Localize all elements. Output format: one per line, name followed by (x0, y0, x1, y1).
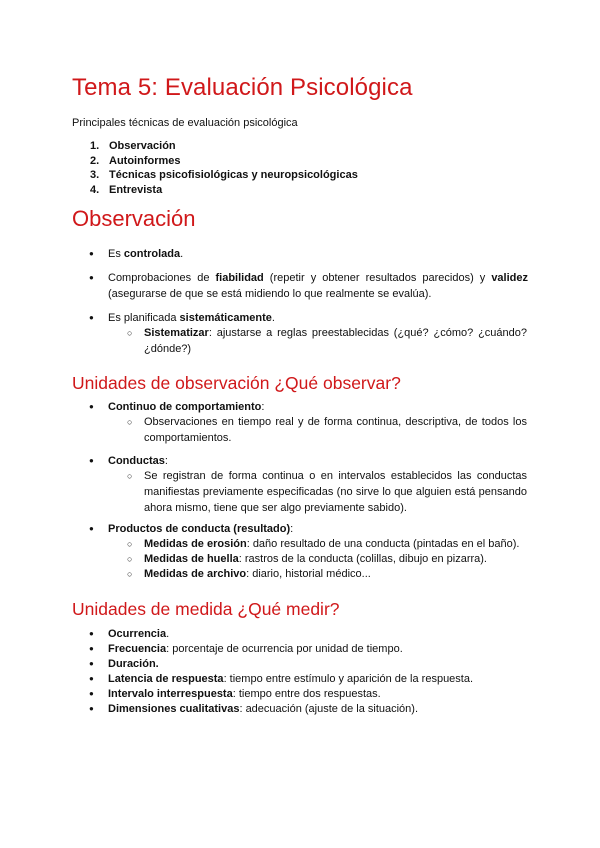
toc-item: 2. Autoinformes (90, 154, 181, 167)
list-item: Duración. (108, 658, 159, 670)
bullet-icon: ● (89, 524, 94, 533)
sub-list-item: Medidas de erosión: daño resultado de una conducta (pintadas en el baño). (144, 538, 520, 550)
toc-item: 1. Observación (90, 140, 176, 152)
bullet-icon: ● (89, 704, 94, 713)
toc-list (90, 139, 358, 197)
sub-list-item: Observaciones en tiempo real y de forma continua, descriptiva, de todos los comportamientos. (144, 416, 527, 444)
sub-bullet-icon: ○ (127, 554, 133, 564)
sub-bullet-icon: ○ (127, 417, 133, 427)
sub-list-item: Se registran de forma continua o en intervalos establecidos las conductas manifiestas previamente especificadas (no sirve lo que alguien está pensando ahora mismo, tiene que ser algo previamente sabido). (144, 470, 527, 514)
subtitle: Principales técnicas de evaluación psicológica (72, 117, 298, 129)
section-heading-observacion: Observación (72, 206, 196, 231)
sub-list-item: Sistematizar: ajustarse a reglas preestablecidas (¿qué? ¿cómo? ¿cuándo? ¿dónde?) (144, 327, 527, 355)
bullet-icon: ● (89, 402, 94, 411)
section-heading-unidades-observacion: Unidades de observación ¿Qué observar? (72, 373, 401, 393)
sub-bullet-icon: ○ (127, 539, 133, 549)
bullet-icon: ● (89, 644, 94, 653)
list-item: Ocurrencia. (108, 628, 170, 640)
sub-bullet-icon: ○ (127, 569, 133, 579)
sub-bullet-icon: ○ (127, 471, 133, 481)
page-title: Tema 5: Evaluación Psicológica (72, 74, 413, 101)
list-item: Productos de conducta (resultado): (108, 523, 294, 535)
bullet-icon: ● (89, 456, 94, 465)
bullet-icon: ● (89, 313, 94, 322)
sub-list-item: Medidas de huella: rastros de la conducta (colillas, dibujo en pizarra). (144, 553, 487, 565)
list-item: Frecuencia: porcentaje de ocurrencia por unidad de tiempo. (108, 643, 403, 655)
bullet-icon: ● (89, 629, 94, 638)
list-item: Es planificada sistemáticamente. (108, 312, 275, 324)
sub-list-item: Medidas de archivo: diario, historial médico... (144, 568, 371, 580)
bullet-icon: ● (89, 689, 94, 698)
list-item: Es controlada. (108, 248, 184, 260)
sub-bullet-icon: ○ (127, 328, 133, 338)
toc-item: 3. Técnicas psicofisiológicas y neuropsicológicas (90, 169, 358, 181)
list-item: Continuo de comportamiento: (108, 401, 265, 413)
toc-item: 4. Entrevista (90, 183, 163, 196)
list-item: Comprobaciones de fiabilidad (repetir y obtener resultados parecidos) y validez (asegurarse de que se está midiendo lo que realmente se evalúa). (108, 272, 528, 300)
list-item: Latencia de respuesta: tiempo entre estímulo y aparición de la respuesta. (108, 673, 474, 685)
list-item: Conductas: (108, 455, 168, 467)
section-heading-unidades-medida: Unidades de medida ¿Qué medir? (72, 599, 340, 619)
list-item: Intervalo interrespuesta: tiempo entre dos respuestas. (108, 688, 381, 700)
bullet-icon: ● (89, 249, 94, 258)
bullet-icon: ● (89, 659, 94, 668)
bullet-icon: ● (89, 674, 94, 683)
list-item: Dimensiones cualitativas: adecuación (ajuste de la situación). (108, 703, 419, 715)
bullet-icon: ● (89, 273, 94, 282)
